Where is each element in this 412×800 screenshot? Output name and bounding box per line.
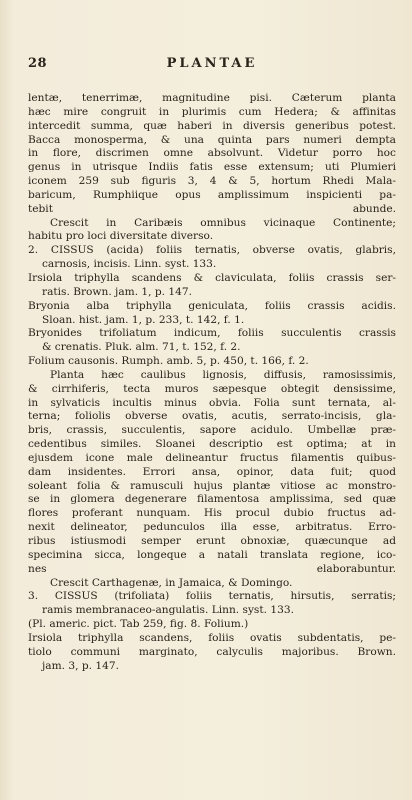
species-entry: 2. CISSUS (acida) foliis ternatis, obverse ovatis, glabris, [28,244,396,257]
synonym-line: Irsiola triphylla scandens & claviculata, foliis crassis ser- [28,271,396,284]
text-line: se in glomera degenerare filamentosa amplissima, sed quæ [28,493,396,506]
text-line: ratis. Brown. jam. 1, p. 147. [42,285,193,298]
text-line: & crenatis. Pluk. alm. 71, t. 152, f. 2. [42,341,241,354]
text-line: specimina sicca, longeque a natali translata regione, ico- [28,548,396,561]
text-line: nexit delineator, pedunculos illa esse, arbitratus. Erro- [28,521,396,534]
page-body [28,92,396,673]
text-line: nes elaborabuntur. [28,562,396,575]
text-line: soleant folia & ramusculi hujus plantæ vitiose ac monstro- [28,479,396,492]
text-line: Planta hæc caulibus lignosis, diffusis, ramosissimis, [50,368,396,381]
text-line: tebit abunde. [28,202,396,215]
running-head: PLANTAE [166,56,258,71]
text-line: in flore, discrimen omne absolvunt. Videtur porro hoc [28,147,396,160]
text-line: bris, crassis, succulentis, sapore acidulo. Umbellæ præ- [28,424,396,437]
synonym-line: Folium causonis. Rumph. amb. 5, p. 450, t. 166, f. 2. [28,355,309,368]
synonym-line: Bryonia alba triphylla geniculata, foliis crassis acidis. [28,299,396,312]
species-entry: 3. CISSUS (trifoliata) foliis ternatis, hirsutis, serratis; [28,590,396,603]
text-line: ejusdem icone male delineantur fructus filamentis quibus- [28,451,396,464]
text-line: terna; foliolis obverse ovatis, acutis, serrato-incisis, gla- [28,410,396,423]
text-line: Sloan. hist. jam. 1, p. 233, t. 142, f. 1. [42,313,245,326]
text-line: Crescit Carthagenæ, in Jamaica, & Domingo. [50,576,293,589]
text-line: carnosis, incisis. Linn. syst. 133. [42,258,217,271]
synonym-line: Bryonides trifoliatum indicum, foliis succulentis crassis [28,327,396,340]
page-header [28,56,396,74]
text-line: flores proferant nunquam. His procul dubio fructus ad- [28,507,396,520]
text-line: habitu pro loci diversitate diverso. [28,230,214,243]
text-line: iconem 259 sub figuris 3, 4 & 5, hortum Rhedi Mala- [28,175,396,188]
text-line: tiolo communi marginato, calyculis majoribus. Brown. [28,645,396,658]
text-line: dam insidentes. Errori ansa, opinor, data fuit; quod [28,465,396,478]
text-line: baricum, Rumphiique opus amplissimum inspicienti pa- [28,188,396,201]
text-line: genus in utrisque Indiis fatis esse extensum; uti Plumieri [28,161,396,174]
text-line: ramis membranaceo-angulatis. Linn. syst. 133. [42,604,294,617]
text-line: in sylvaticis incultis minus obvia. Folia sunt ternata, al- [28,396,396,409]
text-line: hæc mire congruit in plurimis cum Hedera; & affinitas [28,105,396,118]
text-line: & cirrhiferis, tecta muros sæpesque obtegit densissime, [28,382,396,395]
synonym-line: Irsiola triphylla scandens, foliis ovatis subdentatis, pe- [28,631,396,644]
text-line: cedentibus similes. Sloanei descriptio est optima; at in [28,438,396,451]
text-line: lentæ, tenerrimæ, magnitudine pisi. Cæterum planta [28,92,396,104]
synonym-line: (Pl. americ. pict. Tab 259, fig. 8. Folium.) [28,618,249,631]
text-line: intercedit summa, quæ haberi in diversis generibus potest. [28,119,396,132]
text-line: ribus istiusmodi semper erunt obnoxiæ, quæcunque ad [28,535,396,547]
text-line: Crescit in Caribæis omnibus vicinaque Continente; [50,216,396,229]
page-number: 28 [28,56,48,71]
text-line: Bacca monosperma, & una quinta pars numeri dempta [28,133,396,146]
text-line: jam. 3, p. 147. [42,659,119,672]
